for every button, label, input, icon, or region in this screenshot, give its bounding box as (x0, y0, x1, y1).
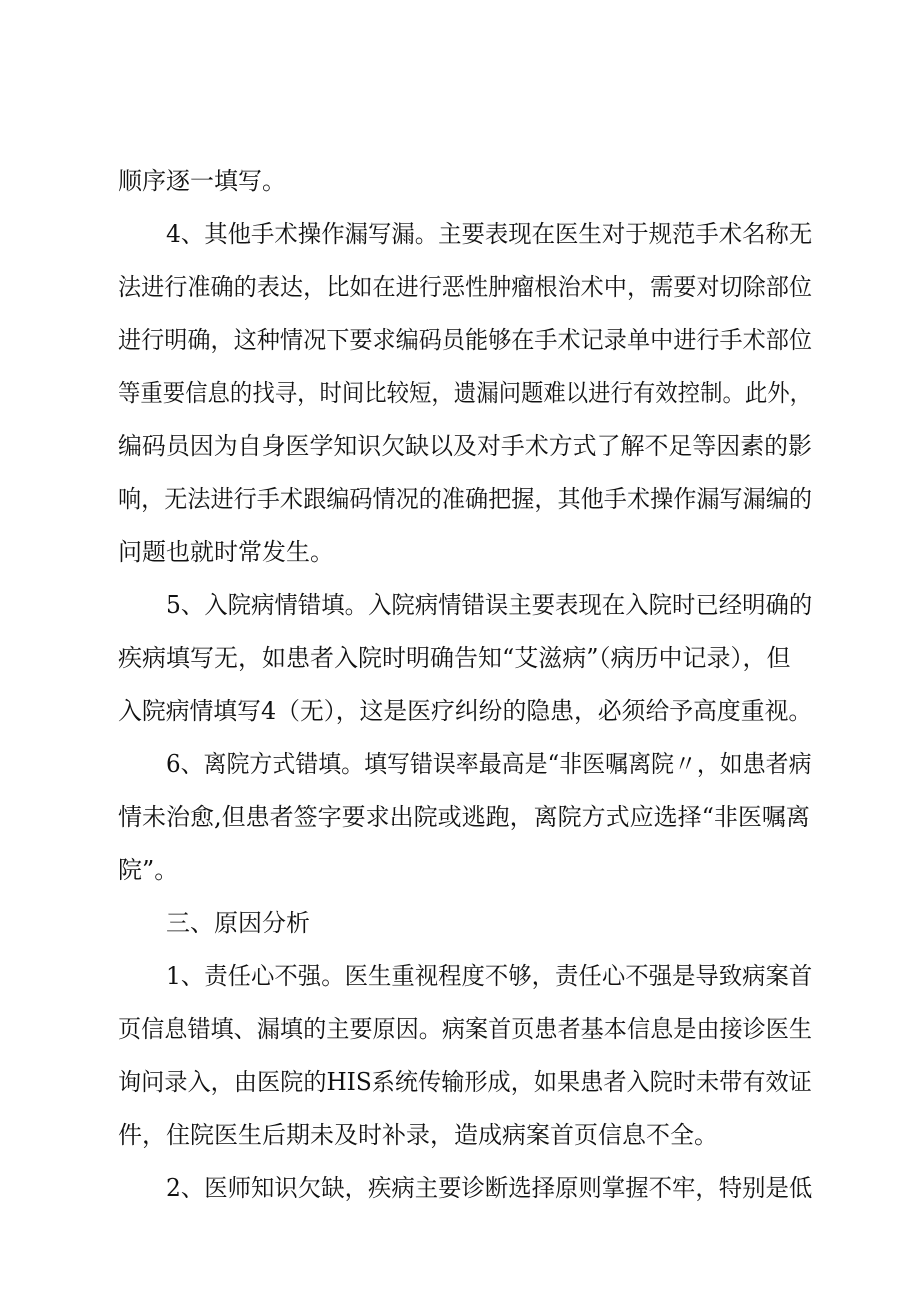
line-text: 4、其他手术操作漏写漏。主要表现在医生对于规范手术名称无 (166, 220, 813, 248)
line-text: 等重要信息的找寻，时间比较短，遗漏问题难以进行有效控制。此外， (118, 379, 813, 407)
text-line (0, 373, 920, 413)
line-text: 法进行准确的表达，比如在进行恶性肿瘤根治术中，需要对切除部位 (118, 273, 813, 301)
text-line (0, 479, 920, 519)
text-line (0, 267, 920, 307)
text-line (0, 585, 920, 625)
line-text: 1、责任心不强。医生重视程度不够，责任心不强是导致病案首 (166, 962, 813, 990)
line-text: 6、离院方式错填。填写错误率最高是“非医嘱离院〃，如患者病 (166, 750, 812, 778)
section-heading (0, 903, 920, 943)
text-line (0, 797, 920, 837)
line-text: 进行明确，这种情况下要求编码员能够在手术记录单中进行手术部位 (118, 326, 813, 354)
text-line (0, 744, 920, 784)
line-text: 响，无法进行手术跟编码情况的准确把握，其他手术操作漏写漏编的 (118, 485, 813, 513)
text-line (0, 426, 920, 466)
line-text: 入院病情填写4（无），这是医疗纠纷的隐患，必须给予高度重视。 (118, 697, 813, 725)
line-text: 2、医师知识欠缺，疾病主要诊断选择原则掌握不牢，特别是低 (166, 1174, 813, 1202)
text-line (0, 638, 920, 678)
text-line (0, 1009, 920, 1049)
text-line (0, 1115, 920, 1155)
text-line (0, 1062, 920, 1102)
line-text: 件，住院医生后期未及时补录，造成病案首页信息不全。 (118, 1121, 718, 1149)
line-text: 问题也就时常发生。 (118, 538, 334, 566)
line-text: 情未治愈,但患者签字要求出院或逃跑，离院方式应选择“非医嘱离 (118, 803, 810, 831)
text-line (0, 956, 920, 996)
line-text: 三、原因分析 (166, 909, 310, 937)
line-text: 顺序逐一填写。 (118, 167, 286, 195)
line-text: 疾病填写无，如患者入院时明确告知“艾滋病”（病历中记录），但 (118, 644, 791, 672)
line-text: 5、入院病情错填。入院病情错误主要表现在入院时已经明确的 (166, 591, 813, 619)
text-line (0, 691, 920, 731)
text-line (0, 161, 920, 201)
text-line (0, 532, 920, 572)
line-text: 页信息错填、漏填的主要原因。病案首页患者基本信息是由接诊医生 (118, 1015, 813, 1043)
text-line (0, 850, 920, 890)
text-line (0, 1168, 920, 1208)
line-text: 询问录入，由医院的HIS系统传输形成，如果患者入院时未带有效证 (118, 1068, 812, 1096)
line-text: 编码员因为自身医学知识欠缺以及对手术方式了解不足等因素的影 (118, 432, 812, 460)
text-line (0, 214, 920, 254)
line-text: 院”。 (118, 856, 179, 884)
text-line (0, 320, 920, 360)
